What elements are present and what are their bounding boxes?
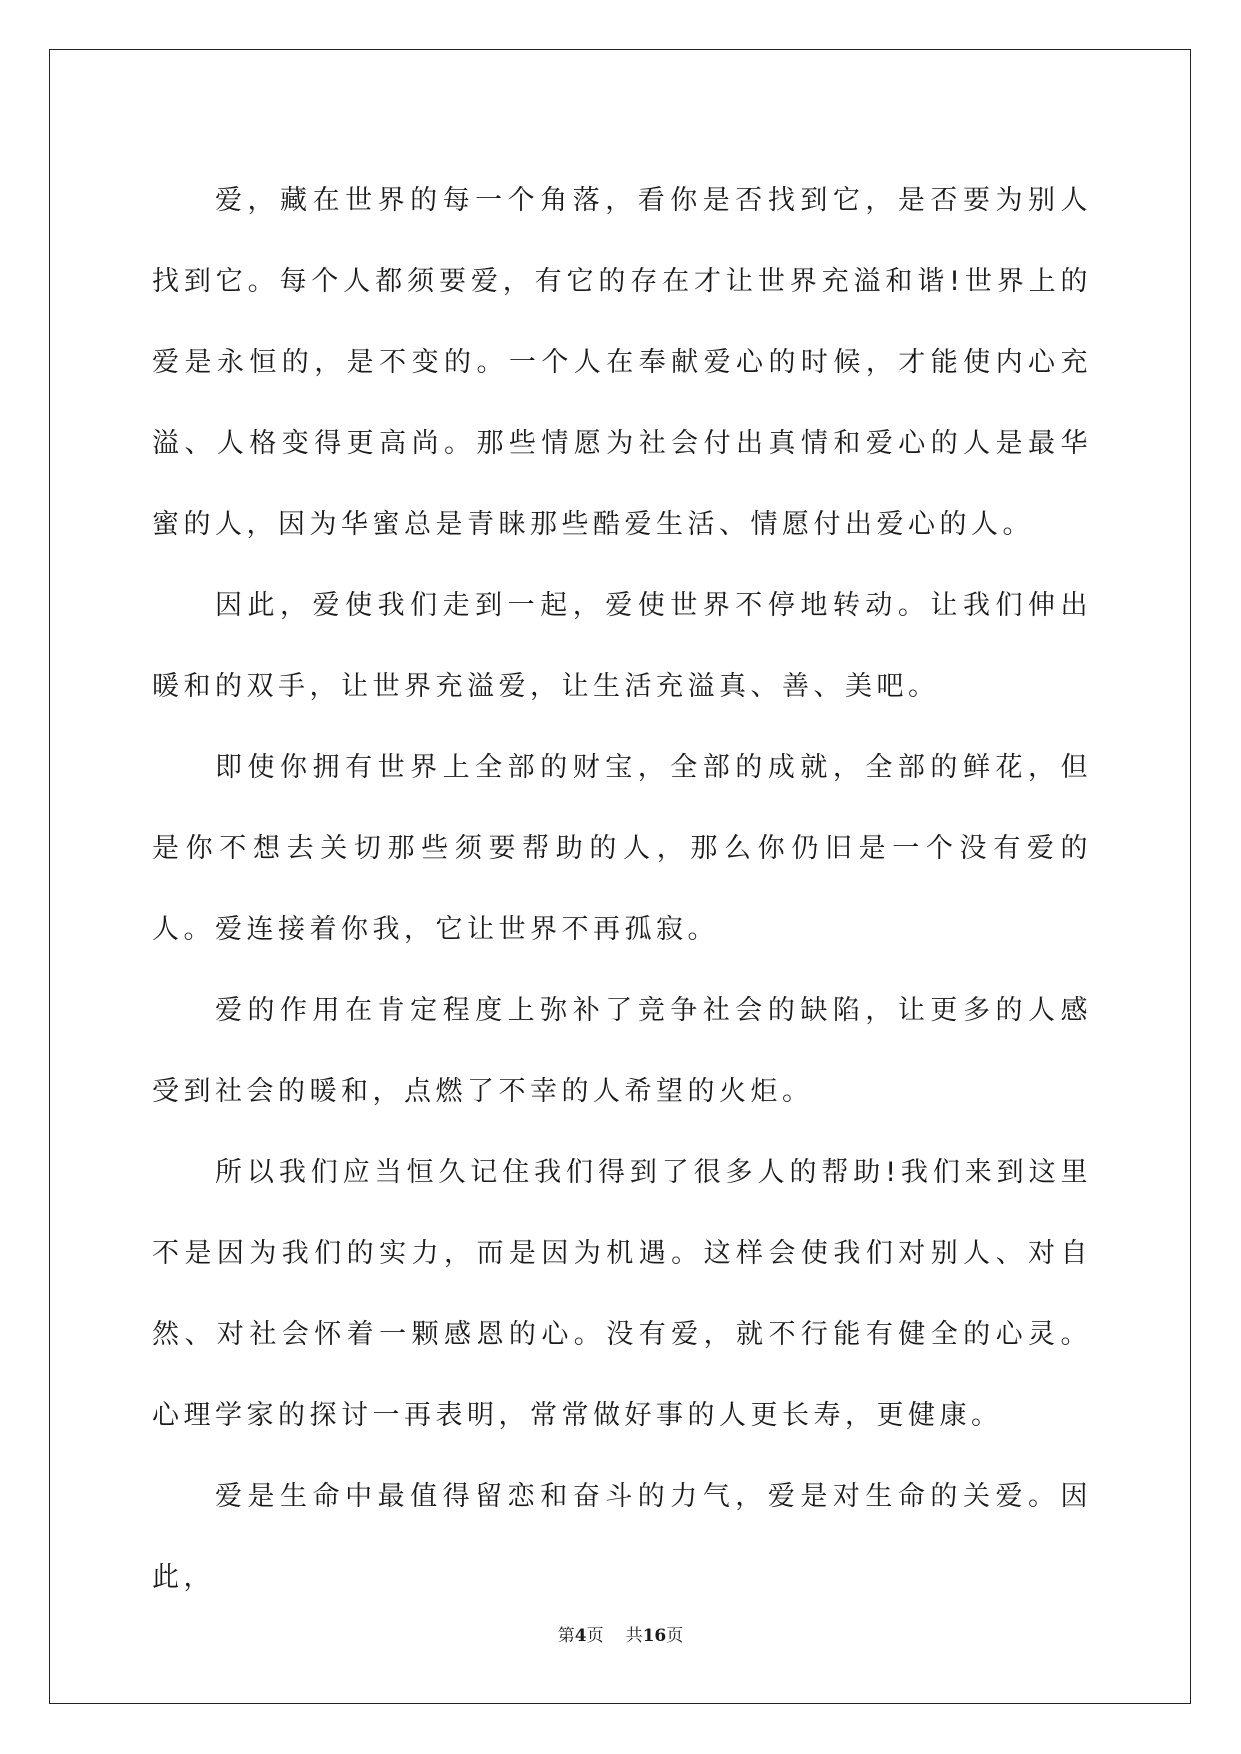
paragraph-2: 因此，爱使我们走到一起，爱使世界不停地转动。让我们伸出暖和的双手，让世界充溢爱，让生活充溢真、善、美吧。 — [152, 590, 1092, 702]
paragraph-1: 爱，藏在世界的每一个角落，看你是否找到它，是否要为别人找到它。每个人都须要爱，有它的存在才让世界充溢和谐!世界上的爱是永恒的，是不变的。一个人在奉献爱心的时候，才能使内心充溢、人格变得更高尚。那些情愿为社会付出真情和爱心的人是最华蜜的人，因为华蜜总是青睐那些酷爱生活、情愿付出爱心的人。 — [152, 185, 1092, 540]
total-prefix: 共 — [625, 1626, 643, 1646]
page-prefix: 第 — [557, 1626, 575, 1646]
total-suffix: 页 — [666, 1626, 684, 1646]
paragraph-3: 即使你拥有世界上全部的财宝，全部的成就，全部的鲜花，但是你不想去关切那些须要帮助的人，那么你仍旧是一个没有爱的人。爱连接着你我，它让世界不再孤寂。 — [152, 752, 1092, 945]
paragraph-6: 爱是生命中最值得留恋和奋斗的力气，爱是对生命的关爱。因此， — [152, 1481, 1092, 1593]
document-body — [152, 160, 1092, 1618]
paragraph-5: 所以我们应当恒久记住我们得到了很多人的帮助!我们来到这里不是因为我们的实力，而是因为机遇。这样会使我们对别人、对自然、对社会怀着一颗感恩的心。没有爱，就不行能有健全的心灵。心理学家的探讨一再表明，常常做好事的人更长寿，更健康。 — [152, 1157, 1092, 1431]
page-footer — [0, 1621, 1241, 1646]
paragraph-4: 爱的作用在肯定程度上弥补了竞争社会的缺陷，让更多的人感受到社会的暖和，点燃了不幸的人希望的火炬。 — [152, 995, 1092, 1107]
page-suffix: 页 — [586, 1626, 604, 1646]
total-pages: 16 — [642, 1626, 667, 1646]
page-number: 4 — [574, 1626, 587, 1646]
